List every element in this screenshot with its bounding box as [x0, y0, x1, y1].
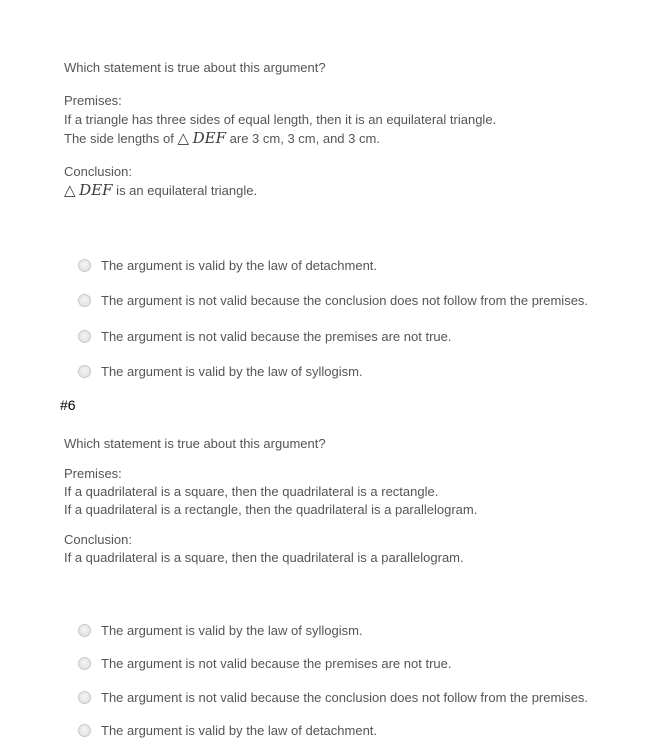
- question-6-prompt: Which statement is true about this argument?: [64, 436, 326, 451]
- question-5-premise-1: If a triangle has three sides of equal length, then it is an equilateral triangle.: [64, 112, 497, 127]
- question-5-conclusion: [64, 181, 634, 200]
- radio-button[interactable]: [78, 294, 91, 307]
- radio-button[interactable]: [78, 657, 91, 670]
- answer-option[interactable]: [78, 283, 638, 318]
- question-5-conclusion-heading: Conclusion:: [64, 164, 132, 179]
- question-6-premise-1: If a quadrilateral is a square, then the quadrilateral is a rectangle.: [64, 484, 439, 499]
- answer-option-label: The argument is not valid because the premises are not true.: [101, 656, 452, 672]
- radio-button[interactable]: [78, 259, 91, 272]
- question-6-conclusion: If a quadrilateral is a square, then the quadrilateral is a parallelogram.: [64, 550, 464, 565]
- answer-option[interactable]: [78, 647, 638, 680]
- radio-button[interactable]: [78, 365, 91, 378]
- question-5-options: [78, 248, 638, 389]
- answer-option-label: The argument is not valid because the premises are not true.: [101, 328, 452, 344]
- radio-button[interactable]: [78, 691, 91, 704]
- triangle-name: DEF: [192, 129, 227, 147]
- answer-option-label: The argument is not valid because the conclusion does not follow from the premises.: [101, 293, 589, 309]
- triangle-name: DEF: [79, 181, 113, 199]
- question-6-options: [78, 614, 638, 747]
- question-5: [64, 58, 634, 200]
- answer-option[interactable]: [78, 714, 638, 747]
- answer-option-label: The argument is not valid because the conclusion does not follow from the premises.: [101, 689, 589, 705]
- question-6-premise-2: If a quadrilateral is a rectangle, then the quadrilateral is a parallelogram.: [64, 502, 478, 517]
- question-6-conclusion-heading: Conclusion:: [64, 532, 132, 547]
- triangle-symbol: △: [177, 130, 190, 147]
- radio-button[interactable]: [78, 330, 91, 343]
- premise-2-suffix: are 3 cm, 3 cm, and 3 cm.: [226, 131, 380, 146]
- question-6-premises-heading: Premises:: [64, 466, 122, 481]
- radio-button[interactable]: [78, 624, 91, 637]
- conclusion-suffix: is an equilateral triangle.: [112, 183, 258, 198]
- answer-option[interactable]: [78, 614, 638, 647]
- radio-button[interactable]: [78, 724, 91, 737]
- answer-option[interactable]: [78, 248, 638, 283]
- question-5-premises-heading: Premises:: [64, 93, 122, 108]
- answer-option-label: The argument is valid by the law of detachment.: [101, 258, 378, 274]
- premise-2-prefix: The side lengths of: [64, 131, 178, 146]
- question-5-prompt: Which statement is true about this argument?: [64, 60, 326, 75]
- answer-option[interactable]: [78, 681, 638, 714]
- triangle-symbol: △: [64, 182, 76, 199]
- answer-option[interactable]: [78, 354, 638, 389]
- answer-option-label: The argument is valid by the law of syllogism.: [101, 623, 363, 639]
- answer-option[interactable]: [78, 319, 638, 354]
- question-6: [64, 434, 634, 567]
- question-5-premise-2: [64, 129, 634, 148]
- answer-option-label: The argument is valid by the law of detachment.: [101, 723, 378, 739]
- question-6-number: #6: [60, 397, 76, 413]
- answer-option-label: The argument is valid by the law of syllogism.: [101, 364, 363, 380]
